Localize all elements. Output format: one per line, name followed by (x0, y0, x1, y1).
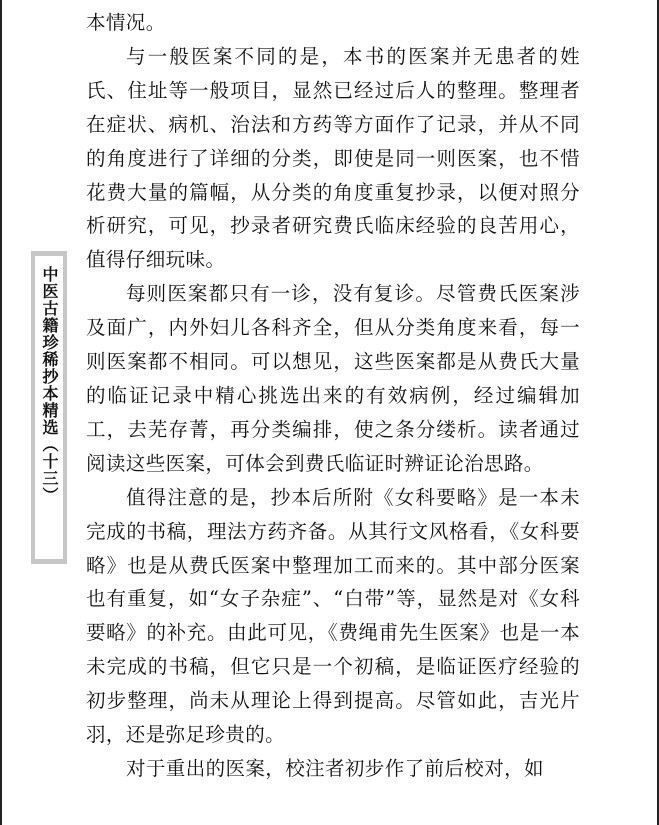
paragraph-5: 对于重出的医案，校注者初步作了前后校对，如 (126, 756, 544, 780)
series-side-label-box (35, 256, 63, 559)
paragraph-1: 本情况。 (86, 11, 166, 34)
series-title: 中医古籍珍稀抄本精选（十三） (40, 266, 59, 504)
body-text (86, 6, 580, 786)
paragraph-2: 与一般医案不同的是，本书的医案并无患者的姓氏、住址等一般项目，显然已经过后人的整理。整理者在症状、病机、治法和方药等方面作了记录，并从不同的角度进行了详细的分类，即使是同一则医案，也不惜花费大量的篇幅，从分类的角度重复抄录，以便对照分析研究，可见，抄录者研究费氏临床经验的良苦用心，值得仔细玩味。 (86, 44, 580, 272)
paragraph-3: 每则医案都只有一诊，没有复诊。尽管费氏医案涉及面广，内外妇儿各科齐全，但从分类角度来看，每一则医案都不相同。可以想见，这些医案都是从费氏大量的临证记录中精心挑选出来的有效病例，经过编辑加工，去芜存菁，再分类编排，使之条分缕析。读者通过阅读这些医案，可体会到费氏临证时辨证论治思路。 (86, 282, 580, 475)
paragraph-4: 值得注意的是，抄本后所附《女科要略》是一本未完成的书稿，理法方药齐备。从其行文风格看，《女科要略》也是从费氏医案中整理加工而来的。其中部分医案也有重复，如“女子杂症”、“白带”等，显然是对《女科要略》的补充。由此可见，《费绳甫先生医案》也是一本未完成的书稿，但它只是一个初稿，是临证医疗经验的初步整理，尚未从理论上得到提高。尽管如此，吉光片羽，还是弥足珍贵的。 (86, 485, 580, 747)
series-side-label (31, 251, 67, 564)
